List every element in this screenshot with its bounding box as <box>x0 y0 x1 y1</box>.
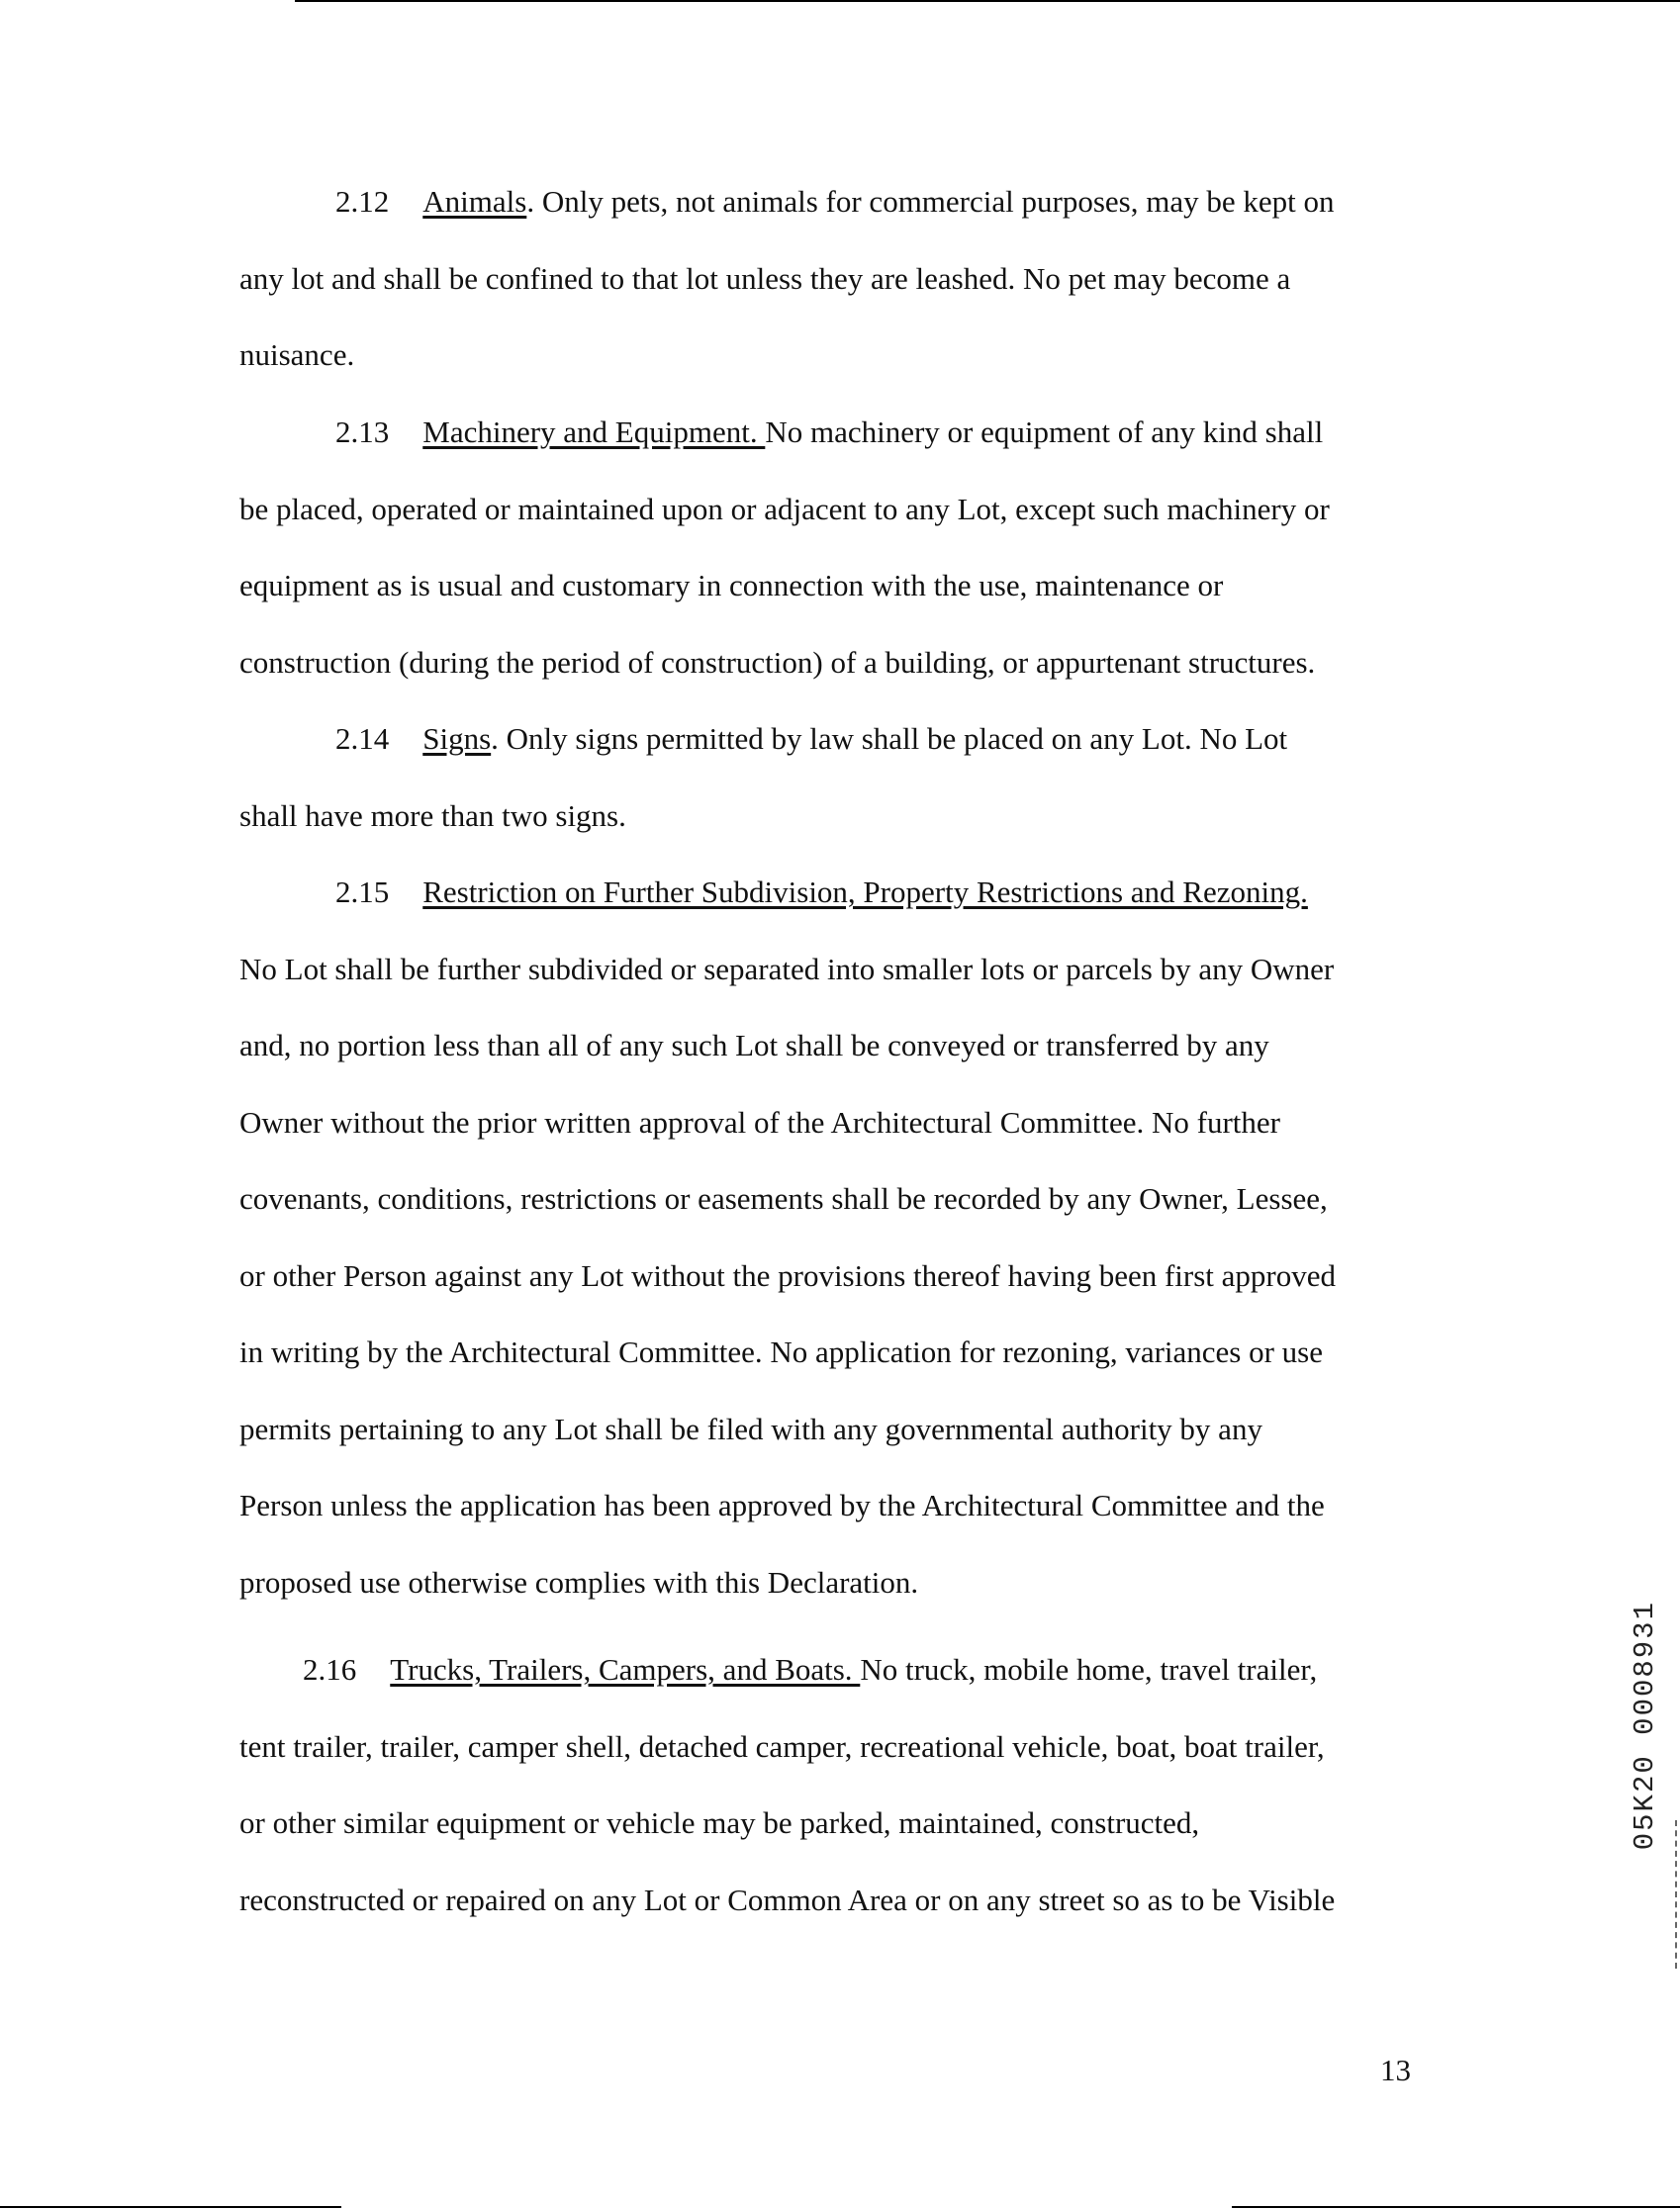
section-first-line <box>239 1631 1417 1708</box>
section-heading: Trucks, Trailers, Campers, and Boats. <box>390 1652 861 1687</box>
section-number: 2.12 <box>335 184 390 219</box>
section-lead-text: No truck, mobile home, travel trailer, <box>860 1652 1318 1687</box>
page-number: 13 <box>1380 2053 1411 2087</box>
section-lead-text: . Only pets, not animals for commercial purposes, may be kept on <box>526 184 1335 219</box>
bottom-left-rule <box>0 2206 341 2208</box>
section-number: 2.15 <box>335 874 390 909</box>
section-number: 2.16 <box>303 1652 357 1687</box>
section-2-14 <box>239 700 1417 854</box>
section-heading: Restriction on Further Subdivision, Property Restrictions and Rezoning. <box>422 874 1308 909</box>
body-line: construction (during the period of construction) of a building, or appurtenant structures. <box>239 644 1316 680</box>
body-line: in writing by the Architectural Committee. No application for rezoning, variances or use <box>239 1335 1324 1369</box>
body-line: equipment as is usual and customary in connection with the use, maintenance or <box>239 568 1224 602</box>
section-number: 2.14 <box>335 721 390 756</box>
body-line: Person unless the application has been approved by the Architectural Committee and the <box>239 1488 1325 1522</box>
body-line: or other Person against any Lot without the provisions thereof having been first approved <box>239 1257 1336 1293</box>
section-lead-text: No machinery or equipment of any kind shall <box>765 414 1324 449</box>
body-line: reconstructed or repaired on any Lot or Common Area or on any street so as to be Visible <box>239 1882 1336 1917</box>
body-line: or other similar equipment or vehicle may be parked, maintained, constructed, <box>239 1805 1200 1840</box>
body-line: proposed use otherwise complies with this Declaration. <box>239 1564 919 1600</box>
bottom-right-rule <box>1232 2206 1680 2208</box>
body-line: shall have more than two signs. <box>239 797 626 833</box>
section-first-line <box>239 854 1417 931</box>
scan-edge-mark <box>1675 1820 1677 1969</box>
body-line: tent trailer, trailer, camper shell, detached camper, recreational vehicle, boat, boat trailer, <box>239 1728 1325 1764</box>
document-stamp: 05K20 0008931 <box>1629 1601 1661 1851</box>
section-first-line <box>239 700 1417 778</box>
body-line: any lot and shall be confined to that lot unless they are leashed. No pet may become a <box>239 260 1291 296</box>
section-heading: Machinery and Equipment. <box>422 414 766 449</box>
section-2-13 <box>239 394 1417 700</box>
body-line: No Lot shall be further subdivided or separated into smaller lots or parcels by any Owner <box>239 951 1335 986</box>
section-first-line <box>239 163 1417 240</box>
body-line: covenants, conditions, restrictions or easements shall be recorded by any Owner, Lessee, <box>239 1181 1328 1216</box>
section-first-line <box>239 394 1417 471</box>
section-lead-text: . Only signs permitted by law shall be placed on any Lot. No Lot <box>491 721 1288 756</box>
section-number: 2.13 <box>335 414 390 449</box>
top-rule <box>295 0 1680 2</box>
section-2-16 <box>239 1631 1417 1938</box>
section-heading: Animals <box>422 184 527 219</box>
section-2-15 <box>239 854 1417 1620</box>
body-line: Owner without the prior written approval of the Architectural Committee. No further <box>239 1104 1280 1140</box>
body-line: and, no portion less than all of any such Lot shall be conveyed or transferred by any <box>239 1028 1269 1062</box>
body-line: be placed, operated or maintained upon or adjacent to any Lot, except such machinery or <box>239 491 1330 526</box>
section-2-12 <box>239 163 1417 394</box>
section-heading: Signs <box>422 721 492 756</box>
body-line: permits pertaining to any Lot shall be filed with any governmental authority by any <box>239 1411 1262 1446</box>
body-line: nuisance. <box>239 337 355 372</box>
